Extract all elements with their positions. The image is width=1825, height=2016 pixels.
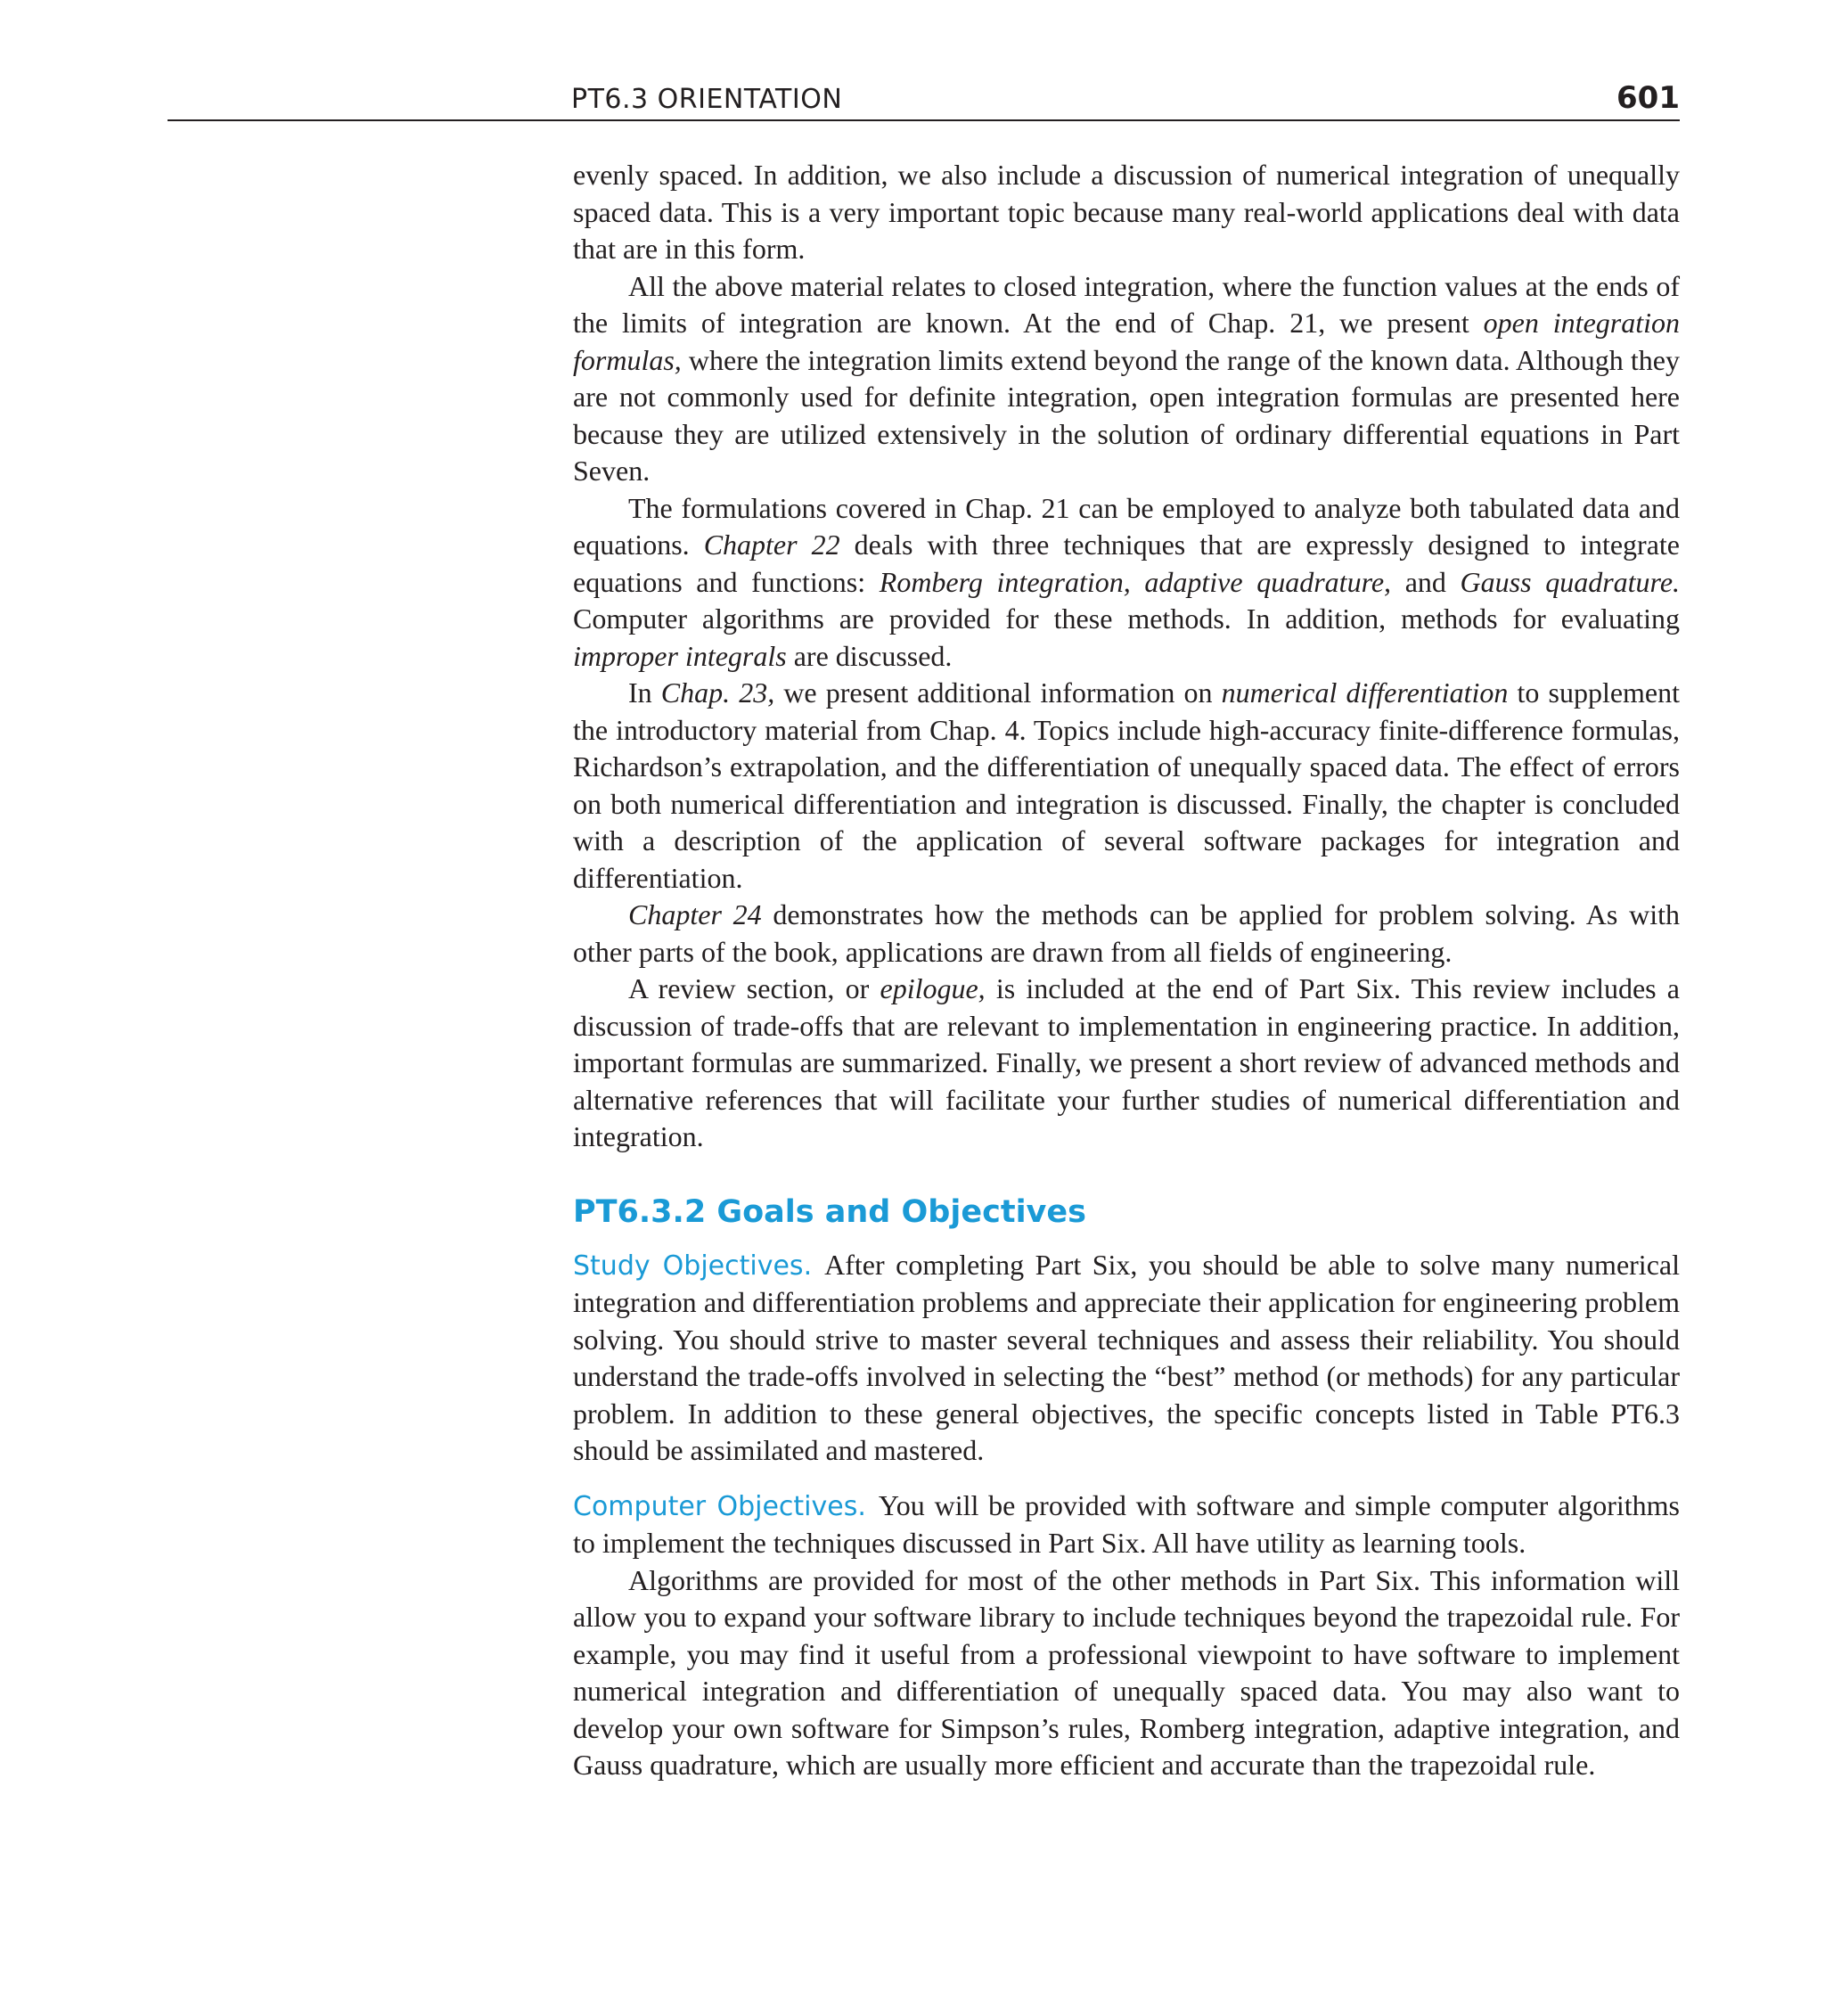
running-head-section: PT6.3 ORIENTATION bbox=[571, 84, 843, 115]
emphasis-open-integration: open integration formulas, bbox=[573, 307, 1681, 376]
paragraph-text: and bbox=[1391, 565, 1461, 598]
paragraph-text: are discussed. bbox=[786, 639, 953, 672]
emphasis-chapter-22: Chapter 22 bbox=[703, 529, 840, 561]
paragraph-2 bbox=[573, 268, 1680, 490]
study-objectives-label: Study Objectives. bbox=[573, 1250, 813, 1282]
paragraph-text: A review section, or bbox=[628, 972, 880, 1004]
emphasis-improper-integrals: improper integrals bbox=[573, 639, 787, 672]
paragraph-6 bbox=[573, 971, 1680, 1156]
emphasis-epilogue: epilogue, bbox=[880, 972, 986, 1004]
page-content bbox=[573, 157, 1680, 1784]
paragraph-text: is included at the end of Part Six. This review includes a discussion of trade-offs that are relevant to implementation in engineering practice. In addition, important formulas are summarized. Finally, we present a short review of advanced methods and alternative references that will facilitate your further studies of numerical differentiation and integration. bbox=[573, 972, 1681, 1152]
paragraph-text: deals with three techniques that are expressly designed to integrate equations and functions: bbox=[573, 529, 1681, 598]
paragraph-3 bbox=[573, 490, 1680, 676]
emphasis-romberg-adaptive: Romberg integration, adaptive quadrature, bbox=[879, 565, 1392, 598]
computer-objectives-label: Computer Objectives. bbox=[573, 1490, 866, 1522]
emphasis-chapter-24: Chapter 24 bbox=[628, 898, 762, 930]
paragraph-text: Algorithms are provided for most of the other methods in Part Six. This information will allow you to expand your software library to include techniques beyond the trapezoidal rule. For example, you may find it useful from a professional viewpoint to have software to implement numerical integration and differentiation of unequally spaced data. You may also want to develop your own software for Simpson’s rules, Romberg integration, adaptive integration, and Gauss quadrature, which are usually more efficient and accurate than the trapezoidal rule. bbox=[573, 1563, 1680, 1781]
emphasis-chap-23: Chap. 23, bbox=[660, 676, 775, 709]
computer-objectives-paragraph bbox=[573, 1487, 1680, 1562]
running-head bbox=[168, 78, 1680, 121]
paragraph-text: After completing Part Six, you should be able to solve many numerical integration and differentiation problems and appreciate their application for engineering problem solving. You should strive to master several techniques and assess their reliability. You should understand the trade-offs involved in selecting the “best” method (or methods) for any particular problem. In addition to these general objectives, the specific concepts listed in Table PT6.3 should be assimilated and mastered. bbox=[573, 1248, 1680, 1466]
paragraph-text: Computer algorithms are provided for these methods. In addition, methods for evaluating bbox=[573, 602, 1680, 635]
section-heading: PT6.3.2 Goals and Objectives bbox=[573, 1193, 1086, 1230]
study-objectives-paragraph bbox=[573, 1247, 1680, 1470]
paragraph-text: You will be provided with software and simple computer algorithms to implement the techniques discussed in Part Six. All have utility as learning tools. bbox=[573, 1488, 1681, 1559]
paragraph-text: we present additional information on bbox=[774, 676, 1222, 709]
page-number: 601 bbox=[1616, 80, 1680, 116]
paragraph-text: In bbox=[628, 676, 661, 709]
paragraph-4 bbox=[573, 675, 1680, 897]
emphasis-gauss-quadrature: Gauss quadrature. bbox=[1460, 565, 1681, 598]
paragraph-text: demonstrates how the methods can be applied for problem solving. As with other parts of the book, applications are drawn from all fields of engineering. bbox=[573, 898, 1680, 968]
paragraph-text: The formulations covered in Chap. 21 can be employed to analyze both tabulated data and equations. bbox=[573, 491, 1680, 561]
algorithms-paragraph bbox=[573, 1562, 1680, 1784]
paragraph-text: where the integration limits extend beyond the range of the known data. Although they are not commonly used for definite integration, open integration formulas are presented here because they are utilized extensively in the solution of ordinary differential equations in Part Seven. bbox=[573, 343, 1680, 487]
paragraph-text: to supplement the introductory material from Chap. 4. Topics include high-accuracy finite-difference formulas, Richardson’s extrapolation, and the differentiation of unequally spaced data. The effect of errors on both numerical differentiation and integration is discussed. Finally, the chapter is concluded with a description of the application of several software packages for integration and differentiation. bbox=[573, 676, 1681, 894]
emphasis-numerical-differentiation: numerical differentiation bbox=[1221, 676, 1509, 709]
paragraph-text: evenly spaced. In addition, we also include a discussion of numerical integration of unequally spaced data. This is a very important topic because many real-world applications deal with data that are in this form. bbox=[573, 159, 1680, 265]
paragraph-text: All the above material relates to closed integration, where the function values at the ends of the limits of integration are known. At the end of Chap. 21, we present bbox=[573, 269, 1680, 339]
paragraph-5 bbox=[573, 897, 1680, 971]
paragraph-1 bbox=[573, 157, 1680, 268]
